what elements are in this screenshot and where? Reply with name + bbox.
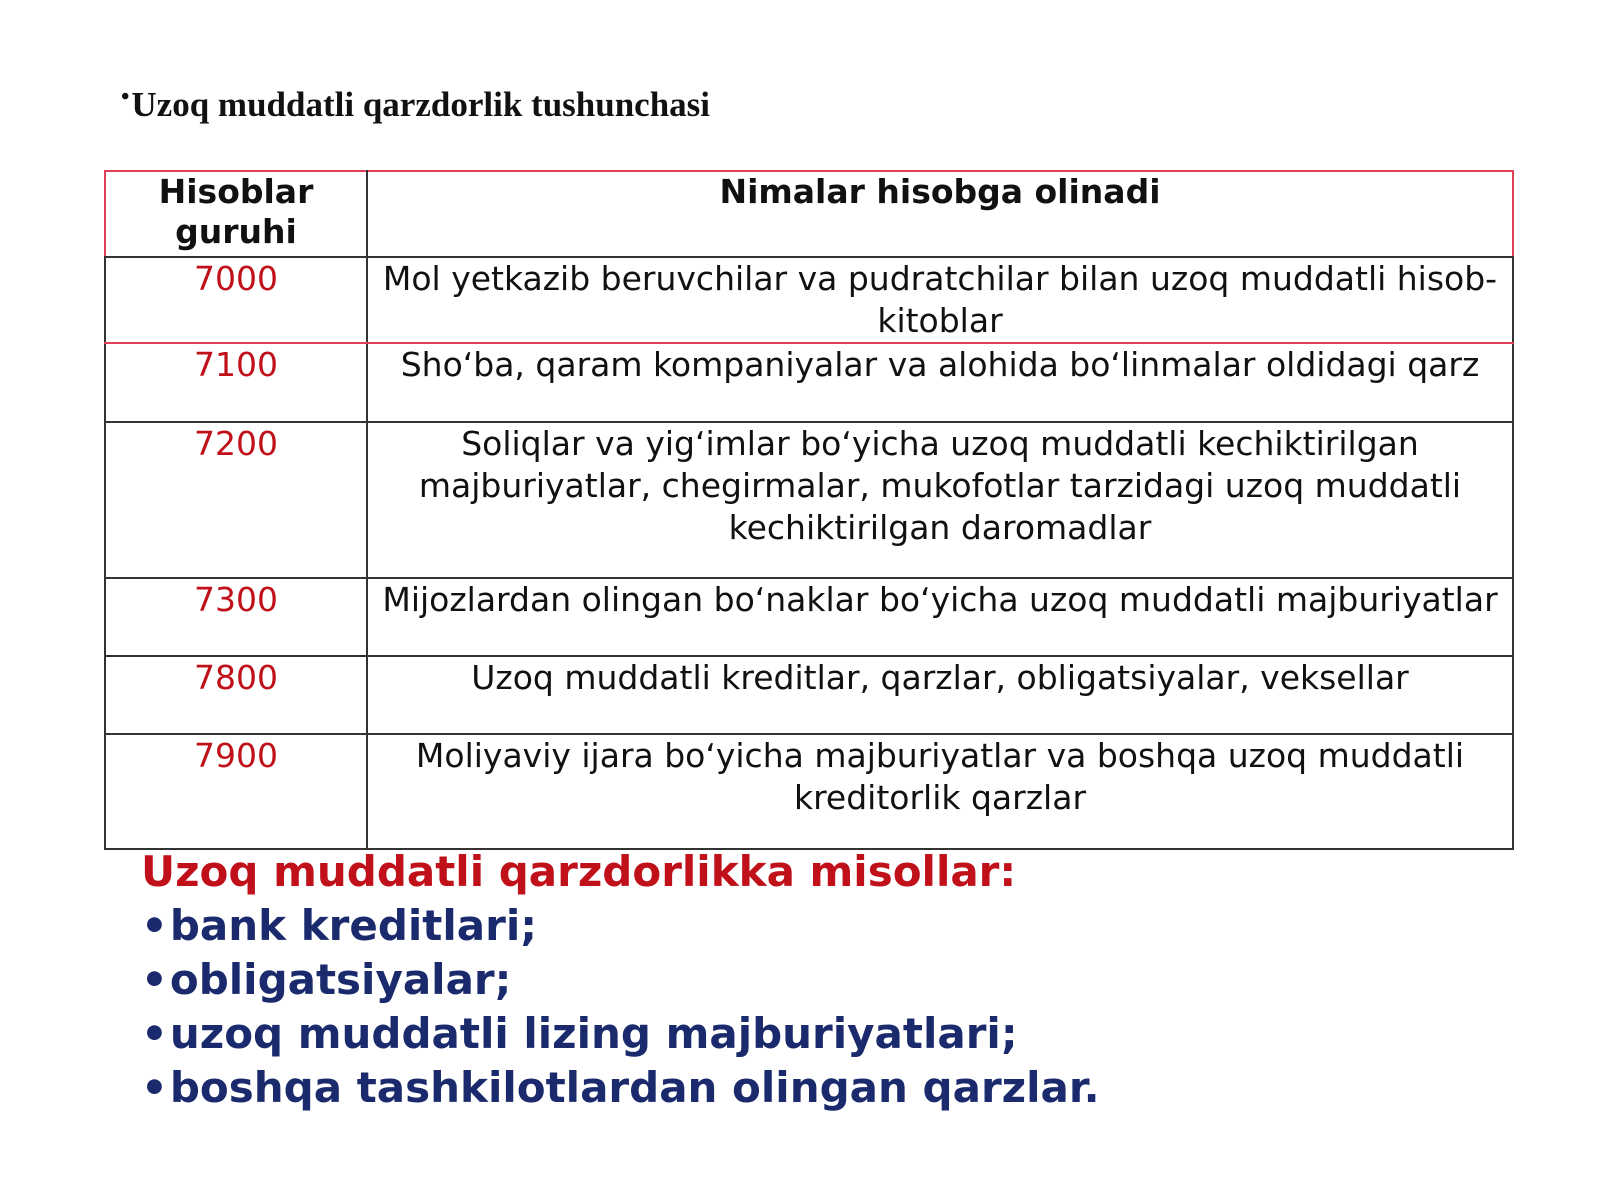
account-code: 7100 [105,343,367,422]
list-item [141,953,1100,1007]
accounts-table [104,170,1514,850]
bullet-dot: • [141,901,168,950]
account-code: 7800 [105,656,367,734]
account-description: Moliyaviy ijara bo‘yicha majburiyatlar va boshqa uzoq muddatli kreditorlik qarzlar [367,734,1513,849]
bullet-dot: • [141,955,168,1004]
example-text: bank kreditlari; [169,901,538,950]
list-item [141,1061,1100,1115]
example-text: boshqa tashkilotlardan olingan qarzlar. [169,1063,1100,1112]
list-item [141,899,1100,953]
list-item [141,1007,1100,1061]
account-code: 7300 [105,578,367,656]
slide-title [121,84,710,125]
bullet-dot: • [141,1063,168,1112]
example-text: uzoq muddatli lizing majburiyatlari; [169,1009,1018,1058]
table-header-row [105,171,1513,257]
example-text: obligatsiyalar; [169,955,512,1004]
header-what-is-recorded: Nimalar hisobga olinadi [367,171,1513,257]
table-row [105,422,1513,578]
account-description: Soliqlar va yig‘imlar bo‘yicha uzoq muddatli kechiktirilgan majburiyatlar, chegirmalar, mukofotlar tarzidagi uzoq muddatli kechiktirilgan daromadlar [367,422,1513,578]
table-row [105,343,1513,422]
account-code: 7000 [105,257,367,343]
title-bullet: • [121,84,130,110]
account-description: Uzoq muddatli kreditlar, qarzlar, obligatsiyalar, veksellar [367,656,1513,734]
bullet-dot: • [141,1009,168,1058]
account-code: 7900 [105,734,367,849]
account-description: Mol yetkazib beruvchilar va pudratchilar bilan uzoq muddatli hisob-kitoblar [367,257,1513,343]
account-description: Mijozlardan olingan bo‘naklar bo‘yicha uzoq muddatli majburiyatlar [367,578,1513,656]
table-row [105,734,1513,849]
table-row [105,578,1513,656]
examples-heading: Uzoq muddatli qarzdorlikka misollar: [141,847,1017,896]
examples-block [141,845,1100,1115]
table-row [105,656,1513,734]
table-row [105,257,1513,343]
account-code: 7200 [105,422,367,578]
title-text: Uzoq muddatli qarzdorlik tushunchasi [131,85,711,124]
account-description: Sho‘ba, qaram kompaniyalar va alohida bo‘linmalar oldidagi qarz [367,343,1513,422]
header-account-group: Hisoblar guruhi [105,171,367,257]
